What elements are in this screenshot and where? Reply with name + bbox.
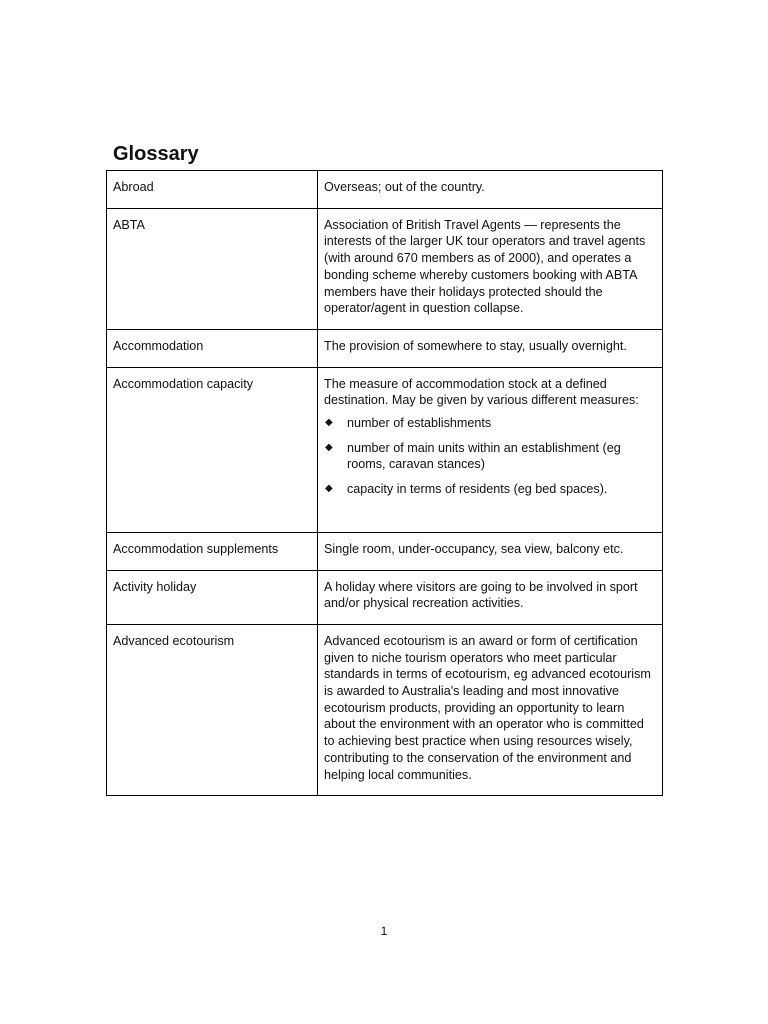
glossary-definition: A holiday where visitors are going to be involved in sport and/or physical recreation activities. bbox=[318, 570, 663, 624]
table-row bbox=[107, 171, 663, 209]
glossary-definition: Advanced ecotourism is an award or form of certification given to niche tourism operators who meet particular standards in terms of ecotourism, eg advanced ecotourism is awarded to Australia's leading and most innovative ecotourism products, providing an opportunity to learn about the environment with an operator who is committed to achieving best practice when using resources wisely, contributing to the conservation of the environment and helping local communities. bbox=[318, 624, 663, 795]
measures-list bbox=[324, 415, 656, 498]
glossary-term: Accommodation capacity bbox=[107, 367, 318, 532]
table-row bbox=[107, 367, 663, 532]
list-item bbox=[324, 481, 656, 498]
glossary-term: Accommodation bbox=[107, 329, 318, 367]
list-item bbox=[324, 440, 656, 473]
glossary-term: Accommodation supplements bbox=[107, 532, 318, 570]
list-item bbox=[324, 415, 656, 432]
glossary-definition: Association of British Travel Agents — represents the interests of the larger UK tour operators and travel agents (with around 670 members as of 2000), and operates a bonding scheme whereby customers booking with ABTA members have their holidays protected should the operator/agent in question collapse. bbox=[318, 208, 663, 329]
glossary-table bbox=[106, 170, 663, 796]
diamond-bullet-icon: ◆ bbox=[325, 441, 333, 453]
table-row bbox=[107, 208, 663, 329]
diamond-bullet-icon: ◆ bbox=[325, 483, 333, 495]
glossary-definition: Single room, under-occupancy, sea view, balcony etc. bbox=[318, 532, 663, 570]
list-item-text: capacity in terms of residents (eg bed spaces). bbox=[347, 482, 608, 497]
list-item-text: number of main units within an establishment (eg rooms, caravan stances) bbox=[347, 440, 621, 472]
glossary-definition: Overseas; out of the country. bbox=[318, 171, 663, 209]
table-row bbox=[107, 570, 663, 624]
glossary-term: Abroad bbox=[107, 171, 318, 209]
table-row bbox=[107, 329, 663, 367]
diamond-bullet-icon: ◆ bbox=[325, 417, 333, 429]
page-number: 1 bbox=[380, 924, 388, 938]
list-item-text: number of establishments bbox=[347, 416, 492, 431]
glossary-term: ABTA bbox=[107, 208, 318, 329]
glossary-term: Advanced ecotourism bbox=[107, 624, 318, 795]
glossary-definition: The provision of somewhere to stay, usually overnight. bbox=[318, 329, 663, 367]
glossary-definition: The measure of accommodation stock at a defined destination. May be given by various different measures: bbox=[324, 376, 639, 408]
table-row bbox=[107, 532, 663, 570]
glossary-definition-cell bbox=[318, 367, 663, 532]
table-row bbox=[107, 624, 663, 795]
page-title: Glossary bbox=[113, 143, 199, 165]
glossary-term: Activity holiday bbox=[107, 570, 318, 624]
